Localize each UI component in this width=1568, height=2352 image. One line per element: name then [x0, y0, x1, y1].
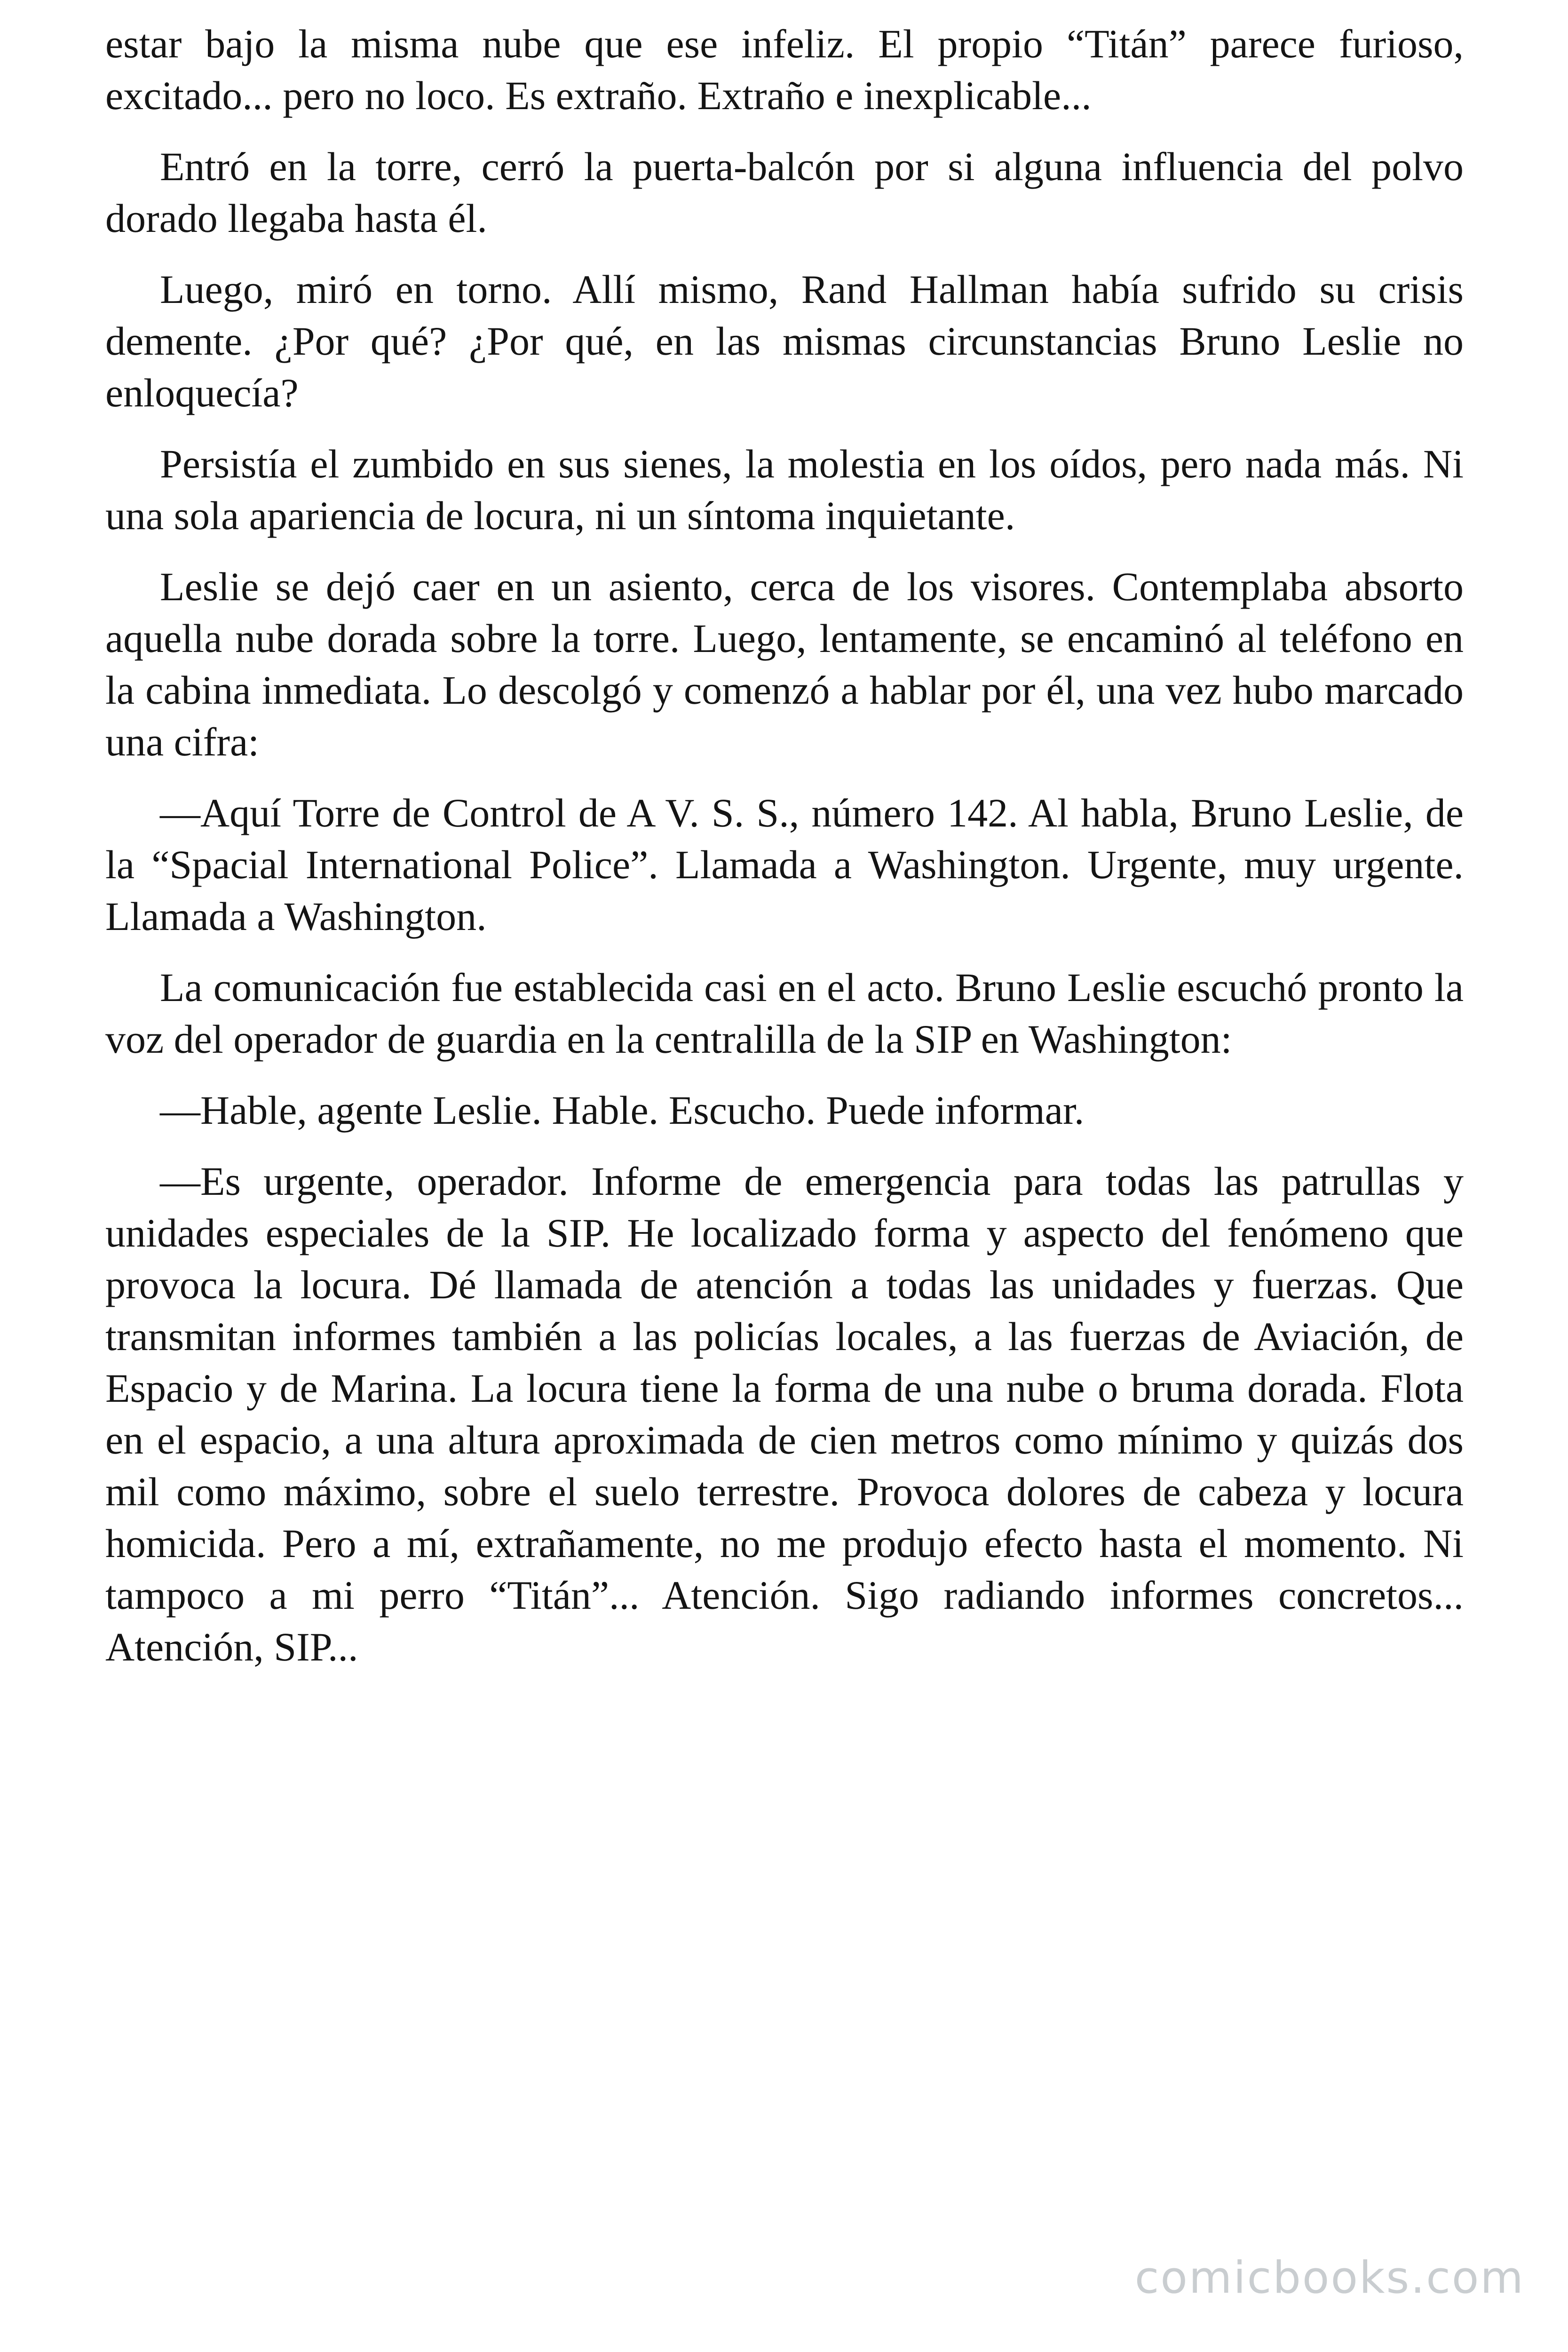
paragraph-8: —Hable, agente Leslie. Hable. Escucho. Puede informar.: [160, 1088, 1085, 1133]
body-text: [105, 18, 1464, 1692]
paragraph-3: Luego, miró en torno. Allí mismo, Rand Hallman había sufrido su crisis demente. ¿Por qué? ¿Por qué, en las mismas circunstancias Bruno Leslie no enloquecía?: [105, 267, 1464, 415]
paragraph-7: La comunicación fue establecida casi en el acto. Bruno Leslie escuchó pronto la voz del operador de guardia en la centralilla de la SIP en Washington:: [105, 965, 1464, 1062]
paragraph-5: Leslie se dejó caer en un asiento, cerca de los visores. Contemplaba absorto aquella nube dorada sobre la torre. Luego, lentamente, se encaminó al teléfono en la cabina inmediata. Lo descolgó y comenzó a hablar por él, una vez hubo marcado una cifra:: [105, 564, 1464, 764]
paragraph-4: Persistía el zumbido en sus sienes, la molestia en los oídos, pero nada más. Ni una sola apariencia de locura, ni un síntoma inquietante.: [105, 441, 1464, 538]
watermark: comicbooks.com: [1134, 2252, 1525, 2304]
paragraph-9: —Es urgente, operador. Informe de emergencia para todas las patrullas y unidades especiales de la SIP. He localizado forma y aspecto del fenómeno que provoca la locura. Dé llamada de atención a todas las unidades y fuerzas. Que transmitan informes también a las policías locales, a las fuerzas de Aviación, de Espacio y de Marina. La locura tiene la forma de una nube o bruma dorada. Flota en el espacio, a una altura aproximada de cien metros como mínimo y quizás dos mil como máximo, sobre el suelo terrestre. Provoca dolores de cabeza y locura homicida. Pero a mí, extrañamente, no me produjo efecto hasta el momento. Ni tampoco a mi perro “Titán”... Atención. Sigo radiando informes concretos... Atención, SIP...: [105, 1159, 1464, 1669]
paragraph-1: estar bajo la misma nube que ese infeliz. El propio “Titán” parece furioso, excitado... pero no loco. Es extraño. Extraño e inexplicable...: [105, 21, 1464, 118]
paragraph-2: Entró en la torre, cerró la puerta-balcón por si alguna influencia del polvo dorado llegaba hasta él.: [105, 144, 1464, 241]
paragraph-6: —Aquí Torre de Control de A V. S. S., número 142. Al habla, Bruno Leslie, de la “Spacial International Police”. Llamada a Washington. Urgente, muy urgente. Llamada a Washington.: [105, 790, 1464, 939]
